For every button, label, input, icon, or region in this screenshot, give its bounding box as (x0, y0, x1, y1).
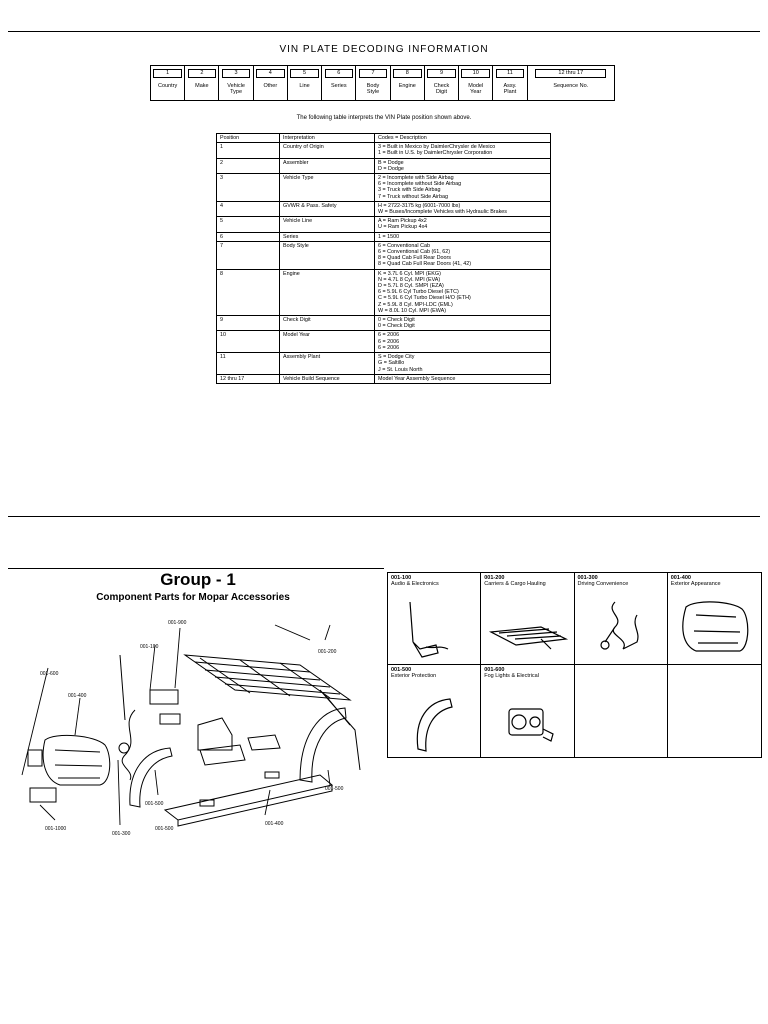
cell-position-text: 10 (220, 332, 226, 339)
callout-label: 001-600 (40, 671, 59, 677)
cell-codes (375, 269, 551, 315)
category-code: 001-300 (577, 575, 598, 581)
vin-plate-position-number: 11 (496, 69, 525, 78)
category-cell (481, 573, 574, 665)
callout-label: 001-1000 (45, 826, 67, 832)
cell-interpretation-text: Model Year (283, 332, 310, 339)
vin-plate-diagram (150, 65, 615, 101)
group-subtitle: Component Parts for Mopar Accessories (96, 592, 290, 603)
header-interpretation: Interpretation (280, 134, 375, 143)
cell-interpretation-text: Check Digit (283, 317, 311, 324)
category-cell (481, 665, 574, 757)
cell-codes-text: K = 3.7L 6 Cyl. MPI (EKG) N = 4.7L 8 Cyl. MPI (EVA) D = 5.7L 8 Cyl. SMPI (EZA) 6 = 5.9L 6 Cyl Turbo Diesel (ETC) C = 5.9L 6 Cyl Turbo Diesel H/O (ETH) Z = 5.9L 8 Cyl. MPI-LDC (EML) W = 8.0L 10 Cyl. MPI (EWA) (378, 270, 471, 314)
cell-codes (375, 316, 551, 331)
fog-light-icon (481, 679, 574, 755)
cell-position-text: 7 (220, 242, 223, 249)
cell-interpretation (280, 158, 375, 173)
cell-codes-text: 6 = Conventional Cab 6 = Conventional Cab (61, 62) 8 = Quad Cab Full Rear Doors 8 = Quad Cab Full Rear Doors (41, 42) (378, 242, 472, 268)
vin-plate-position-label: Make (195, 83, 209, 89)
cell-interpretation-text: Series (283, 233, 299, 240)
cell-interpretation (280, 331, 375, 353)
parts-category-grid (387, 572, 762, 758)
cell-position-text: 1 (220, 144, 223, 151)
vin-plate-position-number: 5 (290, 69, 319, 78)
category-code: 001-100 (391, 575, 412, 581)
vin-section-title: VIN PLATE DECODING INFORMATION (279, 44, 489, 55)
cell-interpretation (280, 241, 375, 269)
cell-codes-text: 3 = Built in Mexico by DaimlerChrysler de Mexico 1 = Built in U.S. by DaimlerChrysler Corporation (378, 144, 496, 157)
vin-plate-position-number: 6 (325, 69, 354, 78)
cell-interpretation-text: Body Style (283, 242, 309, 249)
cell-position (217, 269, 280, 315)
callout-label: 001-400 (265, 821, 284, 827)
vin-plate-position-label: Other (263, 83, 278, 89)
table-row (217, 232, 551, 241)
cell-codes-text: 1 = 1500 (378, 233, 400, 240)
cell-codes-text: S = Dodge City G = Saltillo J = St. Louis North (378, 354, 423, 373)
fender-flare-icon (388, 679, 481, 755)
vin-plate-cell (425, 66, 459, 100)
cell-position (217, 217, 280, 232)
vin-plate-position-label: Vehicle Type (227, 83, 245, 95)
vin-plate-position-label: Model Year (468, 83, 484, 95)
cell-interpretation-text: Assembly Plant (283, 354, 321, 361)
vin-plate-position-number: 9 (427, 69, 456, 78)
cell-codes (375, 158, 551, 173)
antenna-module-icon (388, 587, 481, 663)
cell-position-text: 12 thru 17 (220, 375, 245, 382)
cell-interpretation-text: Assembler (283, 159, 309, 166)
table-row (217, 316, 551, 331)
cell-interpretation-text: Vehicle Build Sequence (283, 375, 340, 382)
vin-plate-position-label: Country (157, 83, 178, 89)
cell-position (217, 241, 280, 269)
category-cell (388, 573, 481, 665)
cell-interpretation (280, 316, 375, 331)
cell-codes-text: H = 2722-3175 kg (6001-7000 lbs) W = Buses/Incomplete Vehicles with Hydraulic Brakes (378, 202, 507, 216)
cell-interpretation-text: Engine (283, 270, 300, 277)
cell-codes (375, 217, 551, 232)
vin-plate-position-label: Series (330, 83, 347, 89)
vin-plate-position-number: 8 (393, 69, 422, 78)
cell-codes-text: 2 = Incomplete with Side Airbag 6 = Incomplete without Side Airbag 3 = Truck with Side Airbag 7 = Truck without Side Airbag (378, 175, 462, 200)
table-row (217, 269, 551, 315)
leader-lines (22, 625, 330, 825)
grille-guard-illustration (28, 735, 110, 802)
table-row (217, 201, 551, 216)
cell-position (217, 316, 280, 331)
vin-plate-position-number: 10 (461, 69, 490, 78)
cell-interpretation (280, 217, 375, 232)
category-code: 001-400 (670, 575, 691, 581)
cell-codes (375, 374, 551, 383)
grille-guard-icon (668, 587, 761, 663)
cell-codes (375, 174, 551, 202)
cell-interpretation (280, 201, 375, 216)
cell-position (217, 201, 280, 216)
vin-plate-cell (254, 66, 288, 100)
category-name: Fog Lights & Electrical (484, 673, 539, 679)
table-row (217, 158, 551, 173)
cell-position-text: 11 (220, 354, 226, 361)
table-row (217, 217, 551, 232)
cell-position-text: 3 (220, 175, 223, 182)
cell-codes (375, 201, 551, 216)
callout-label: 001-500 (155, 826, 174, 832)
exploded-parts-diagram (0, 610, 384, 850)
category-cell (668, 573, 761, 665)
vin-plate-cell (528, 66, 614, 100)
cell-interpretation-text: Vehicle Line (283, 218, 313, 225)
table-header-row (217, 134, 551, 143)
vin-plate-cell (288, 66, 322, 100)
cell-codes-text: 0 = Check Digit 0 = Check Digit (378, 317, 415, 330)
vin-plate-position-number: 12 thru 17 (535, 69, 606, 78)
vin-plate-position-number: 3 (222, 69, 251, 78)
callout-label: 001-100 (140, 644, 159, 650)
vin-plate-position-label: Engine (398, 83, 416, 89)
middle-rule (8, 516, 760, 517)
empty-category-cell (668, 665, 761, 757)
category-name: Carriers & Cargo Hauling (484, 581, 546, 587)
cell-interpretation (280, 353, 375, 375)
vin-plate-position-label: Sequence No. (553, 83, 589, 89)
cell-position-text: 6 (220, 233, 223, 240)
cell-position (217, 331, 280, 353)
group-rule (8, 568, 384, 569)
callout-label: 001-500 (325, 786, 344, 792)
top-rule (8, 31, 760, 32)
cell-interpretation-text: Vehicle Type (283, 175, 314, 182)
fender-flare-illustration (130, 708, 346, 807)
cell-codes (375, 331, 551, 353)
category-code: 001-600 (484, 667, 505, 673)
cell-codes-text: A = Ram Pickup 4x2 U = Ram Pickup 4x4 (378, 218, 428, 231)
category-name: Exterior Protection (391, 673, 437, 679)
cargo-rack-illustration (185, 655, 360, 770)
group-title: Group - 1 (160, 570, 236, 589)
vin-plate-cell (493, 66, 527, 100)
cell-interpretation-text: Country of Origin (283, 144, 324, 151)
cell-codes (375, 232, 551, 241)
callout-label: 001-300 (112, 831, 131, 837)
vin-plate-position-number: 4 (256, 69, 285, 78)
cell-codes-text: B = Dodge D = Dodge (378, 159, 404, 172)
cell-position-text: 8 (220, 270, 223, 277)
cell-interpretation (280, 374, 375, 383)
cell-position (217, 174, 280, 202)
cell-position-text: 2 (220, 159, 223, 166)
cell-position-text: 5 (220, 218, 223, 225)
cell-position-text: 9 (220, 317, 223, 324)
cell-codes (375, 143, 551, 158)
vin-plate-cell (356, 66, 390, 100)
callout-label: 001-500 (145, 801, 164, 807)
vin-plate-position-label: Body Style (366, 83, 380, 95)
category-name: Exterior Appearance (670, 581, 721, 587)
cell-interpretation (280, 143, 375, 158)
category-cell (388, 665, 481, 757)
callout-label: 001-900 (168, 620, 187, 626)
callout-label: 001-400 (68, 693, 87, 699)
running-board-illustration (165, 772, 332, 826)
vin-plate-position-number: 7 (359, 69, 388, 78)
category-name: Driving Convenience (577, 581, 629, 587)
vin-plate-cell (185, 66, 219, 100)
callout-label: 001-200 (318, 649, 337, 655)
vin-plate-cell (459, 66, 493, 100)
vin-plate-cell (219, 66, 253, 100)
cell-position (217, 232, 280, 241)
empty-category-cell (575, 665, 668, 757)
category-name: Audio & Electronics (391, 581, 439, 587)
header-codes: Codes = Description (375, 134, 551, 143)
vin-decoding-table (216, 133, 551, 384)
vin-table-caption: The following table interprets the VIN Plate position shown above. (296, 115, 472, 121)
cell-position-text: 4 (220, 202, 223, 209)
cell-position (217, 374, 280, 383)
table-row (217, 331, 551, 353)
cell-codes-text: Model Year Assembly Sequence (378, 375, 456, 382)
cell-position (217, 353, 280, 375)
cell-codes (375, 241, 551, 269)
cell-interpretation (280, 232, 375, 241)
vin-plate-cell (322, 66, 356, 100)
cell-codes (375, 353, 551, 375)
table-row (217, 353, 551, 375)
vin-plate-cell (151, 66, 185, 100)
category-cell (575, 573, 668, 665)
center-parts-illustration (198, 718, 280, 765)
wiring-harness-icon (575, 587, 668, 663)
cell-interpretation (280, 269, 375, 315)
header-position: Position (217, 134, 280, 143)
vin-plate-position-number: 1 (153, 69, 182, 78)
table-row (217, 143, 551, 158)
table-row (217, 374, 551, 383)
antenna-module-illustration (119, 655, 180, 780)
category-code: 001-200 (484, 575, 505, 581)
cell-position (217, 158, 280, 173)
vin-plate-position-label: Assy. Plant (503, 83, 517, 95)
vin-plate-position-label: Check Digit (433, 83, 450, 95)
cell-codes-text: 6 = 2006 6 = 2006 6 = 2006 (378, 332, 400, 351)
table-row (217, 174, 551, 202)
vin-plate-position-label: Line (299, 83, 310, 89)
cell-interpretation-text: GVWR & Pass. Safety (283, 202, 337, 209)
vin-plate-cell (391, 66, 425, 100)
category-code: 001-500 (391, 667, 412, 673)
cargo-rack-icon (481, 587, 574, 663)
cell-position (217, 143, 280, 158)
cell-interpretation (280, 174, 375, 202)
table-row (217, 241, 551, 269)
vin-plate-position-number: 2 (188, 69, 217, 78)
